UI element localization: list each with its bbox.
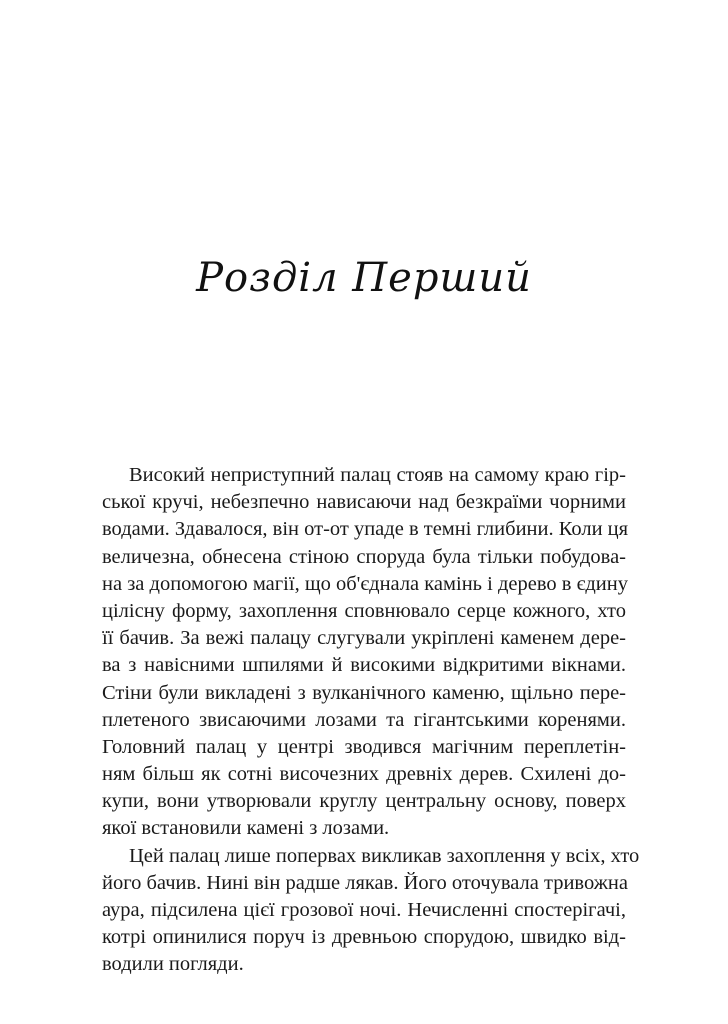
text-line: Головний палац у центрі зводився магічним переплетін- (102, 735, 626, 758)
text-line: водами. Здавалося, він от-от упаде в темні глибини. Коли ця (102, 518, 629, 541)
text-line: його бачив. Нині він радше лякав. Його оточувала тривожна (102, 871, 628, 894)
text-line: Цей палац лише попервах викликав захоплення у всіх, хто (129, 844, 640, 867)
text-line: ням більш як сотні височезних древніх дерев. Схилені до- (102, 763, 626, 786)
text-line: аура, підсилена цієї грозової ночі. Нечисленні спостерігачі, (102, 899, 626, 921)
text-line: плетеного звисаючими лозами та гігантськими коренями. (102, 708, 626, 731)
text-line: котрі опинилися поруч із древньою спорудою, швидко від- (102, 926, 626, 949)
text-line: цілісну форму, захоплення сповнювало серце кожного, хто (102, 599, 626, 622)
text-line: Високий неприступний палац стояв на самому краю гір- (129, 464, 626, 486)
text-line: водили погляди. (102, 953, 244, 976)
body-text (102, 462, 640, 979)
text-line: на за допомогою магії, що об'єднала камінь і дерево в єдину (102, 572, 628, 595)
text-line: її бачив. За вежі палацу слугували укріплені каменем дере- (102, 627, 626, 650)
text-line: ва з навісними шпилями й високими відкритими вікнами. (102, 654, 626, 677)
text-line: Стіни були викладені з вулканічного каменю, щільно пере- (102, 681, 626, 704)
chapter-title: Розділ Перший (196, 255, 532, 301)
text-line: купи, вони утворювали круглу центральну основу, поверх (102, 790, 626, 813)
text-line: якої встановили камені з лозами. (102, 817, 390, 840)
text-line: ської кручі, небезпечно нависаючи над безкраїми чорними (102, 491, 626, 514)
text-line: величезна, обнесена стіною споруда була тільки побудова- (102, 545, 626, 568)
